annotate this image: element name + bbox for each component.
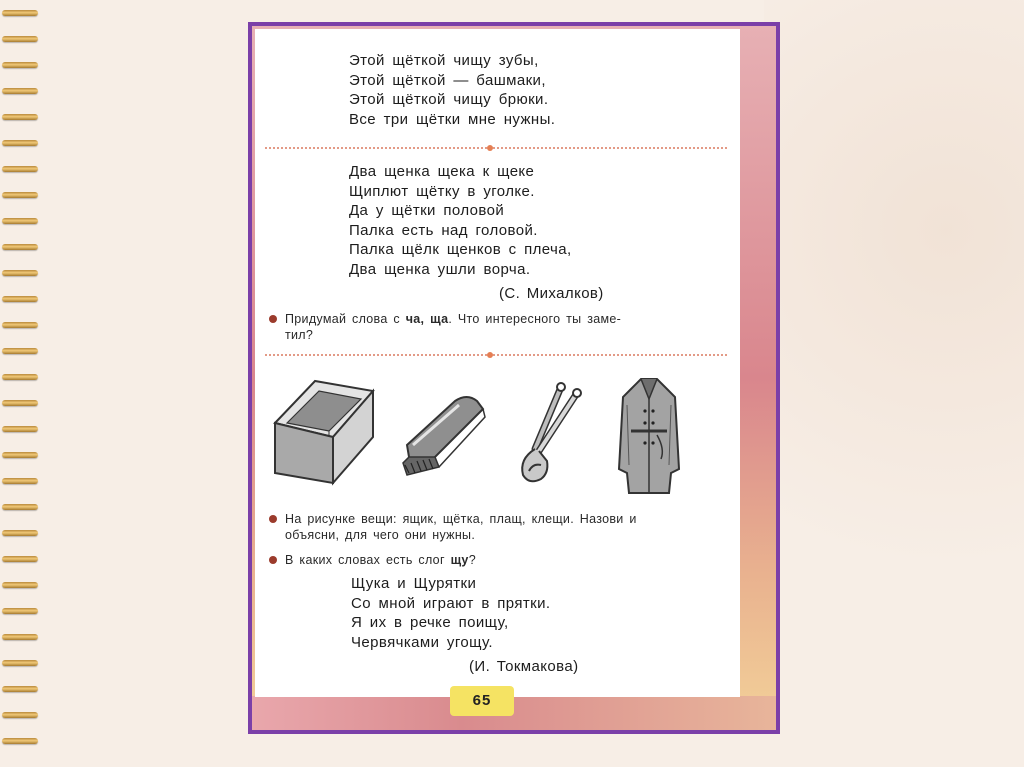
poem-pike	[351, 574, 550, 652]
brush-picture	[401, 391, 487, 477]
poem-line: Два щенка ушли ворча.	[349, 260, 531, 278]
bullet-icon	[269, 556, 277, 564]
poem-line: Этой щёткой чищу брюки.	[349, 91, 549, 108]
section-separator	[265, 147, 727, 149]
textbook-page	[255, 29, 740, 697]
poem-line: Все три щётки мне нужны.	[349, 110, 556, 128]
poem-line: Я их в речке поищу,	[351, 614, 509, 631]
poem-line: Палка щёлк щенков с плеча,	[349, 241, 572, 258]
coat-picture	[617, 375, 681, 499]
poem-line: Два щенка щека к щеке	[349, 163, 535, 180]
poem-line: Щиплют щётку в уголке.	[349, 182, 535, 200]
poem-author-tokmakova: (И. Токмакова)	[469, 658, 579, 675]
section-separator	[265, 354, 727, 356]
poem-author-mikhalkov: (С. Михалков)	[499, 285, 604, 302]
task-line: В каких словах есть слог щу?	[285, 553, 476, 567]
task-name-things	[269, 511, 719, 543]
notebook-spiral	[0, 0, 46, 767]
poem-line: Палка есть над головой.	[349, 221, 538, 239]
task-line: тил?	[285, 328, 314, 342]
bullet-icon	[269, 315, 277, 323]
bullet-icon	[269, 515, 277, 523]
poem-line: Червячками угощу.	[351, 633, 493, 651]
task-line: Придумай слова с ча, ща. Что интересного ты заме-	[285, 312, 622, 326]
box-picture	[273, 379, 375, 487]
poem-line: Щука и Щурятки	[351, 575, 477, 592]
task-line: На рисунке вещи: ящик, щётка, плащ, клещи. Назови и	[285, 512, 637, 526]
task-syllable-shchu	[269, 552, 719, 568]
page-decoration-strip	[252, 696, 776, 730]
poem-line: Да у щётки половой	[349, 202, 505, 219]
poem-line: Этой щёткой чищу зубы,	[349, 52, 539, 69]
poem-puppies	[349, 162, 572, 279]
tongs-picture	[517, 379, 583, 487]
page-number: 65	[450, 686, 514, 716]
poem-line: Этой щёткой — башмаки,	[349, 71, 546, 89]
background-decoration	[764, 0, 1024, 767]
poem-line: Со мной играют в прятки.	[351, 594, 551, 612]
poem-brushes	[349, 51, 555, 129]
textbook-page-frame	[248, 22, 780, 734]
task-words-cha-shcha	[269, 311, 719, 343]
task-line: объясни, для чего они нужны.	[285, 528, 476, 542]
